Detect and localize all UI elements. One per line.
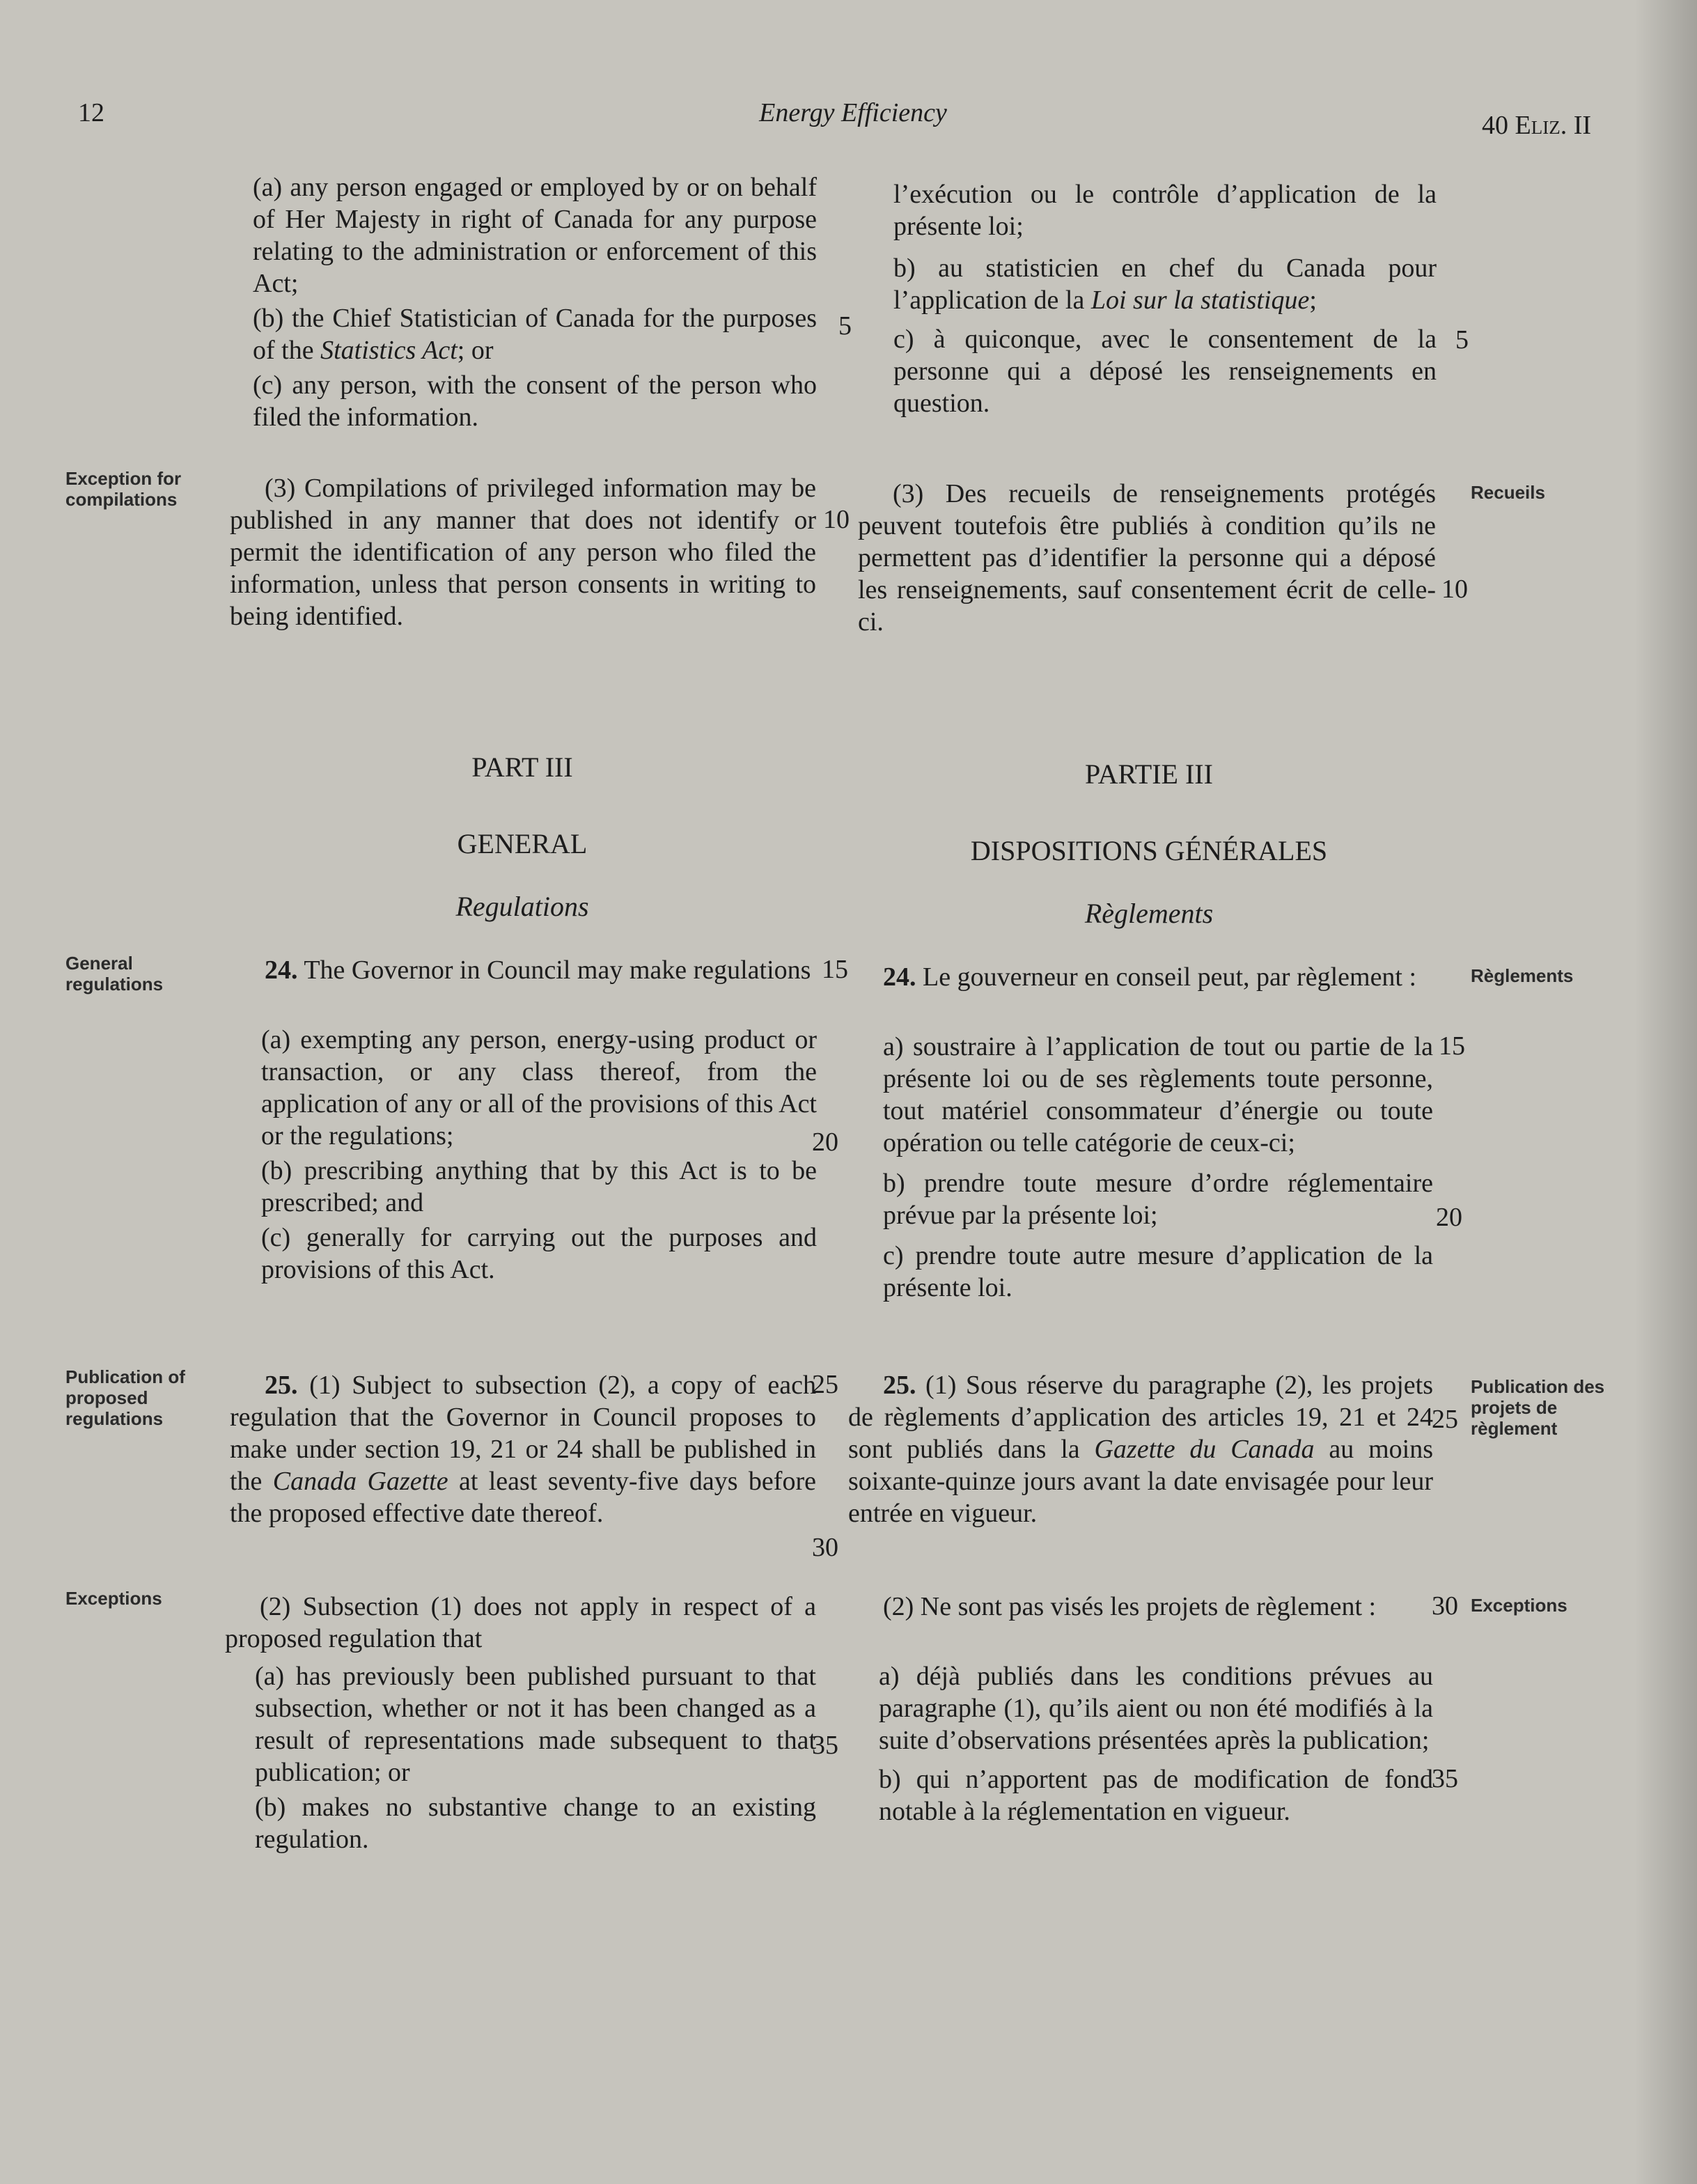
en-para-c: (c) any person, with the consent of the person who filed the information. [253,370,817,432]
en-para-b: (b) the Chief Statistician of Canada for the purposes of the Statistics Act; or [253,304,817,365]
en-line-5: 5 [838,311,852,341]
margin-note-exceptions-fr: Exceptions [1471,1595,1567,1616]
en-para-a: (a) any person engaged or employed by or on behalf of Her Majesty in right of Canada for any purpose relating to the administration or enforcement of this Act; [253,173,817,298]
fr-reglements-heading: Règlements [1084,898,1214,929]
margin-note-general-regulations: General regulations [65,953,164,994]
en-part-title: PART III [471,751,573,783]
en-regulations-heading: Regulations [455,891,589,922]
en-s23-compilations: (3) Compilations of privileged information may be published in any manner that does not identify or permit the identification of any person who filed the information, unless that person consents in writing to being identified. [230,474,816,631]
page-edge-shadow [1634,0,1697,2184]
margin-note-exceptions-en: Exceptions [65,1588,162,1609]
margin-note-publication-proposed: Publication of proposed regulations [65,1366,185,1429]
en-s25-2-items: (a) has previously been published pursuant to that subsection, whether or not it has been changed as a result of representations made subsequent to that publication; or (b) makes no substantive change to an existing regulation. [255,1662,816,1854]
en-s24: 24. The Governor in Council may make regulations [265,956,811,985]
fr-s23-3-items: l’exécution ou le contrôle d’application de la présente loi; b) au statisticien en chef du Canada pour l’application de la Loi sur la statistique; c) à quiconque, avec le consentement de la personne qui a déposé les renseignements en question. [893,180,1437,418]
fr-s24-items: a) soustraire à l’application de tout ou partie de la présente loi ou de ses règlements toute personne, tout matériel consommateur d’énergie ou toute opération ou telle catégorie de ceux-ci; b) prendre toute mesure d’ordre réglementaire prévue par la présente loi; c) prendre toute autre mesure d’application de la présente loi. [883,1032,1433,1302]
en-line-15: 15 [822,955,848,984]
en-line-20: 20 [812,1128,838,1157]
fr-line-30: 30 [1432,1591,1458,1621]
fr-s24: 24. Le gouverneur en conseil peut, par règlement : [883,962,1417,992]
regnal-year: 40 Eliz. II [1482,111,1592,140]
fr-s25-2: (2) Ne sont pas visés les projets de règlement : [883,1592,1377,1621]
fr-line-10: 10 [1441,575,1468,604]
en-part-name: GENERAL [457,828,588,859]
fr-s25-1: 25. (1) Sous réserve du paragraphe (2), les projets de règlements d’application des articles 19, 21 et 24 sont publiés dans la Gazette du Canada au moins soixante-quinze jours avant la date envisagée pour leur entrée en vigueur. [848,1371,1433,1528]
fr-part-name: DISPOSITIONS GÉNÉRALES [970,835,1328,866]
en-s23-3-items [253,171,817,433]
en-s25-1: 25. (1) Subject to subsection (2), a copy of each regulation that the Governor in Council proposes to make under section 19, 21 or 24 shall be published in the Canada Gazette at least seventy-five days before the proposed effective date thereof. [230,1371,816,1528]
fr-s25-2-items: a) déjà publiés dans les conditions prévues au paragraphe (1), qu’ils aient ou non été modifiés à la suite d’observations présentées après la publication; b) qui n’apportent pas de modification de fond notable à la réglementation en vigueur. [879,1662,1433,1826]
margin-note-reglements: Règlements [1471,965,1574,986]
en-line-30: 30 [812,1533,838,1562]
fr-line-25: 25 [1432,1405,1458,1434]
page-number: 12 [78,98,104,127]
fr-line-5: 5 [1455,325,1469,354]
fr-line-15: 15 [1439,1031,1465,1061]
en-line-25: 25 [812,1370,838,1399]
fr-part-title: PARTIE III [1085,758,1213,790]
margin-note-publication-projets: Publication des projets de règlement [1471,1376,1605,1439]
fr-line-20: 20 [1436,1203,1462,1232]
fr-s23-recueils: (3) Des recueils de renseignements protégés peuvent toutefois être publiés à condition qu’ils ne permettent pas d’identifier la personne qui a déposé les renseignements, sauf consentement écrit de celle-ci. [858,479,1436,637]
en-line-35: 35 [812,1731,838,1760]
running-title: Energy Efficiency [759,98,947,127]
margin-note-recueils: Recueils [1471,482,1545,503]
fr-line-35: 35 [1432,1764,1458,1793]
margin-note-exception-compilations: Exception for compilations [65,468,182,510]
en-s25-2: (2) Subsection (1) does not apply in respect of a proposed regulation that [225,1592,816,1653]
en-line-10: 10 [823,505,850,534]
en-s24-items: (a) exempting any person, energy-using product or transaction, or any class thereof, from the application of any or all of the provisions of this Act or the regulations; (b) prescribing anything that by this Act is to be prescribed; and (c) generally for carrying out the purposes and provisions of this Act. [261,1025,817,1284]
